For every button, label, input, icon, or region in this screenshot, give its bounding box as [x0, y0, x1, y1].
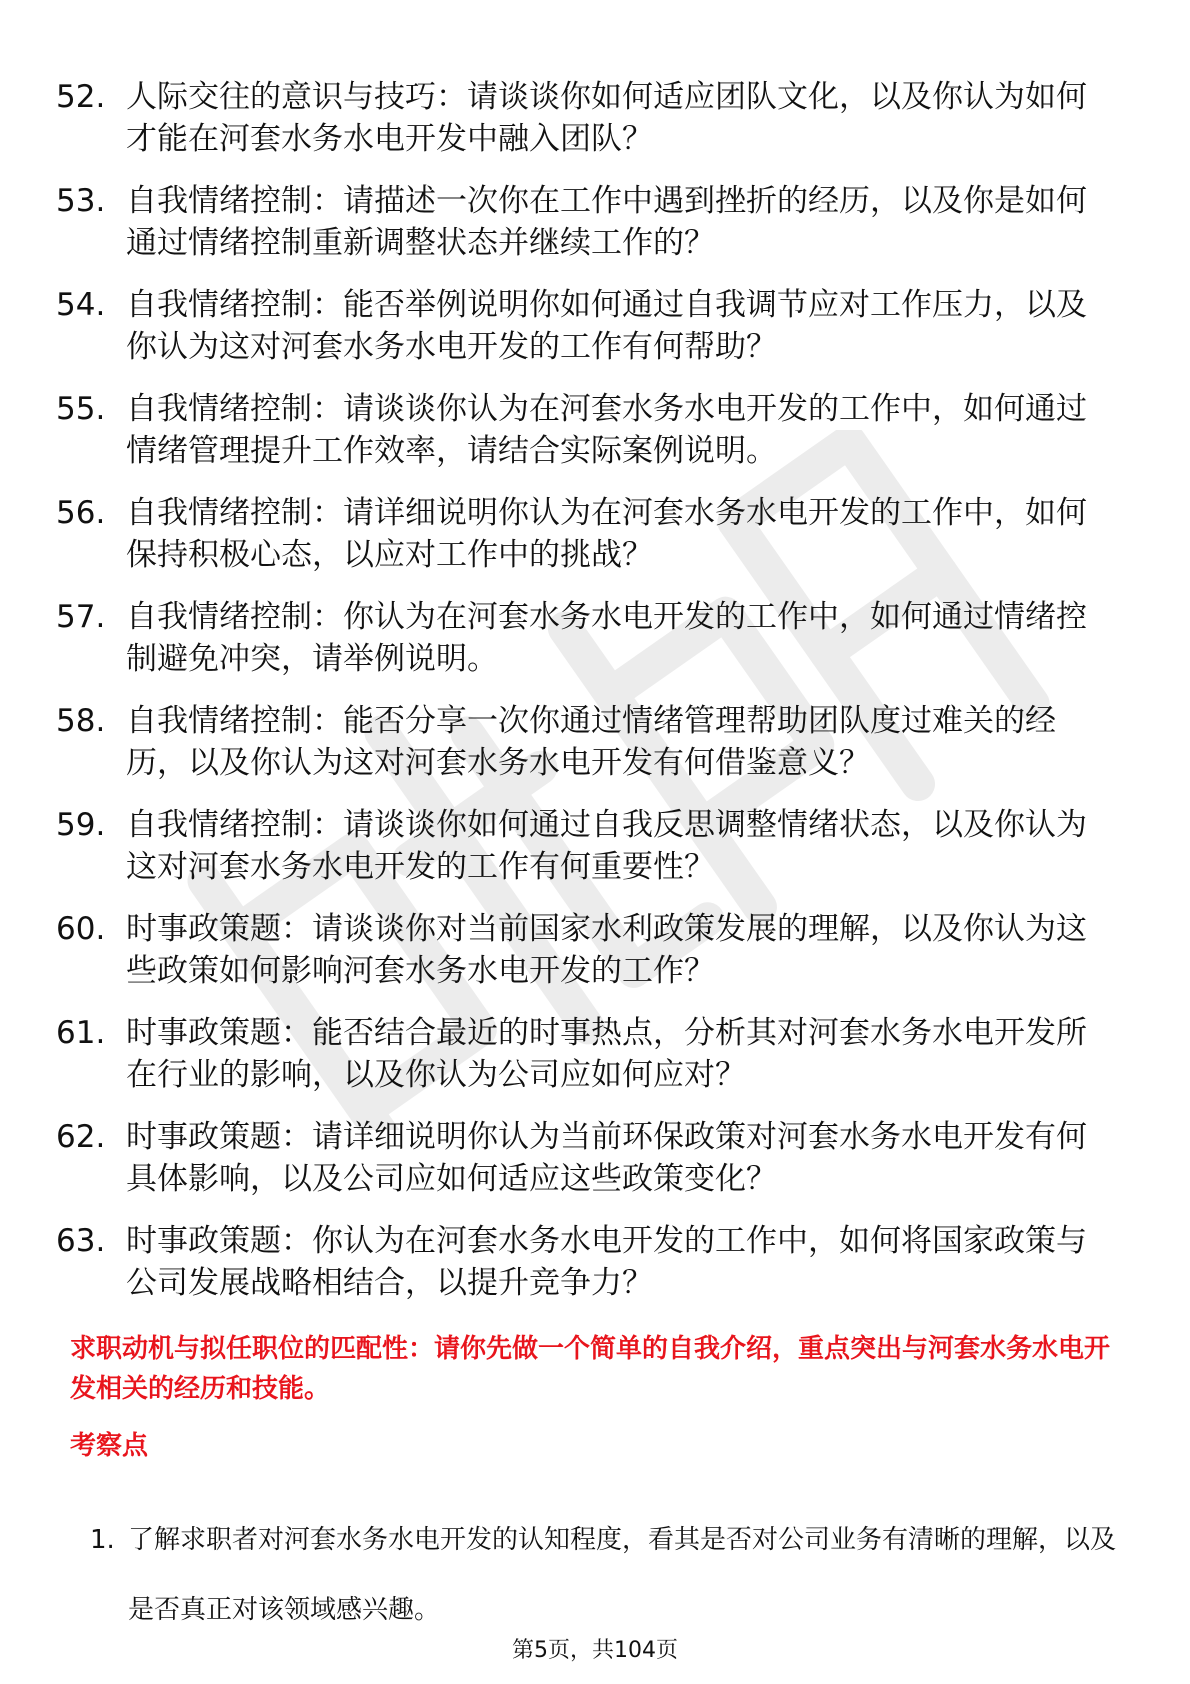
question-item — [56, 1012, 1116, 1096]
question-text: 时事政策题：你认为在河套水务水电开发的工作中，如何将国家政策与公司发展战略相结合，以提升竞争力？ — [126, 1223, 1087, 1301]
question-item — [56, 908, 1116, 992]
question-item — [56, 388, 1116, 472]
question-number: 56. — [56, 495, 106, 531]
question-text: 自我情绪控制：请描述一次你在工作中遇到挫折的经历，以及你是如何通过情绪控制重新调整状态并继续工作的？ — [126, 183, 1087, 261]
question-item — [56, 284, 1116, 368]
question-number: 54. — [56, 287, 106, 323]
question-item — [56, 76, 1116, 160]
question-text: 自我情绪控制：请详细说明你认为在河套水务水电开发的工作中，如何保持积极心态，以应对工作中的挑战？ — [126, 495, 1087, 573]
question-text: 自我情绪控制：请谈谈你如何通过自我反思调整情绪状态，以及你认为这对河套水务水电开发的工作有何重要性？ — [126, 807, 1087, 885]
question-number: 63. — [56, 1223, 106, 1259]
question-number: 61. — [56, 1015, 106, 1051]
question-text: 自我情绪控制：请谈谈你认为在河套水务水电开发的工作中，如何通过情绪管理提升工作效率，请结合实际案例说明。 — [126, 391, 1087, 469]
question-item — [56, 700, 1116, 784]
section-heading: 求职动机与拟任职位的匹配性：请你先做一个简单的自我介绍，重点突出与河套水务水电开发相关的经历和技能。 — [70, 1334, 1111, 1404]
question-item — [56, 1220, 1116, 1304]
question-text: 人际交往的意识与技巧：请谈谈你如何适应团队文化，以及你认为如何才能在河套水务水电开发中融入团队？ — [126, 79, 1087, 157]
question-text: 自我情绪控制：能否举例说明你如何通过自我调节应对工作压力，以及你认为这对河套水务水电开发的工作有何帮助？ — [126, 287, 1087, 365]
question-item — [56, 492, 1116, 576]
question-item — [56, 596, 1116, 680]
question-text: 自我情绪控制：你认为在河套水务水电开发的工作中，如何通过情绪控制避免冲突，请举例说明。 — [126, 599, 1087, 677]
question-number: 53. — [56, 183, 106, 219]
point-text: 了解求职者对河套水务水电开发的认知程度，看其是否对公司业务有清晰的理解，以及是否真正对该领域感兴趣。 — [128, 1525, 1117, 1625]
question-item — [56, 1116, 1116, 1200]
evaluation-point-list — [90, 1505, 1130, 1645]
question-number: 55. — [56, 391, 106, 427]
question-list — [56, 76, 1116, 1324]
page-footer: 第5页，共104页 — [512, 1638, 678, 1663]
evaluation-point — [90, 1505, 1130, 1645]
question-number: 59. — [56, 807, 106, 843]
question-item — [56, 180, 1116, 264]
question-number: 52. — [56, 79, 106, 115]
question-text: 时事政策题：请详细说明你认为当前环保政策对河套水务水电开发有何具体影响，以及公司应如何适应这些政策变化？ — [126, 1119, 1087, 1197]
point-number: 1. — [90, 1525, 115, 1555]
question-number: 58. — [56, 703, 106, 739]
question-item — [56, 804, 1116, 888]
section-subheading: 考察点 — [70, 1431, 149, 1461]
question-text: 自我情绪控制：能否分享一次你通过情绪管理帮助团队度过难关的经历，以及你认为这对河套水务水电开发有何借鉴意义？ — [126, 703, 1056, 781]
question-number: 57. — [56, 599, 106, 635]
question-text: 时事政策题：能否结合最近的时事热点，分析其对河套水务水电开发所在行业的影响，以及你认为公司应如何应对？ — [126, 1015, 1087, 1093]
question-text: 时事政策题：请谈谈你对当前国家水利政策发展的理解，以及你认为这些政策如何影响河套水务水电开发的工作？ — [126, 911, 1087, 989]
question-number: 60. — [56, 911, 106, 947]
question-number: 62. — [56, 1119, 106, 1155]
